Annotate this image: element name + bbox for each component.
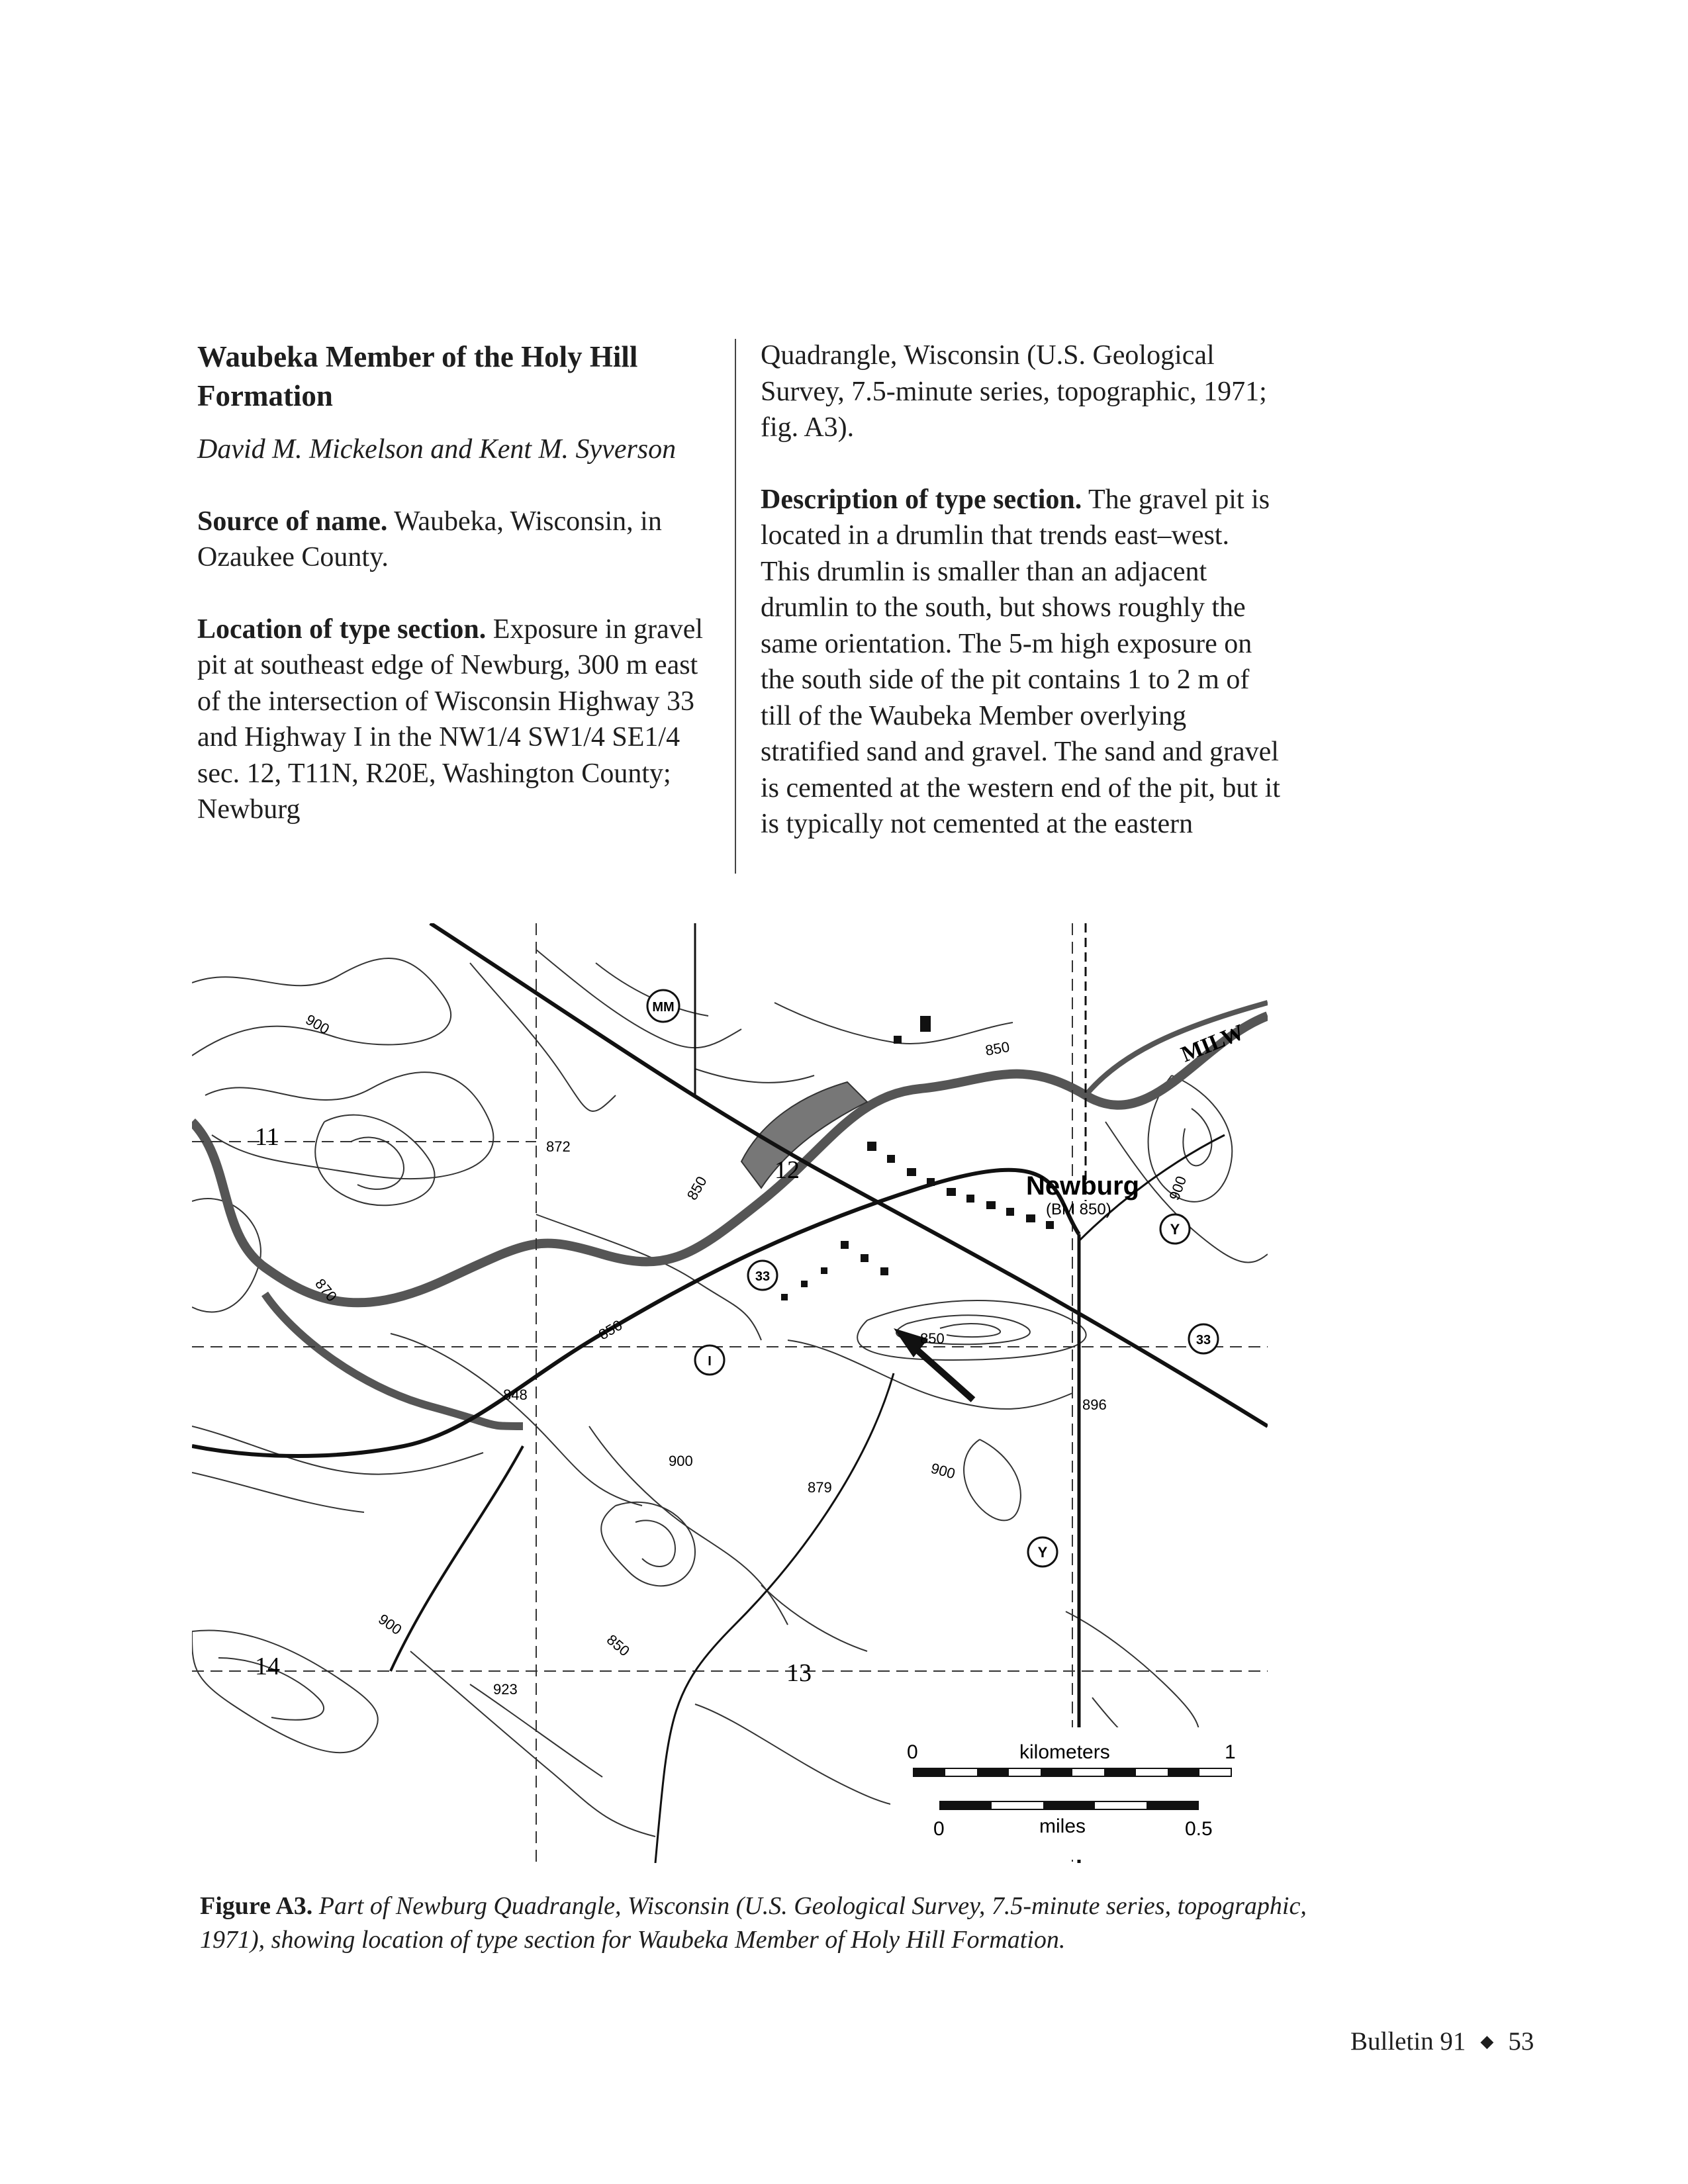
article-title: Waubeka Member of the Holy Hill Formation	[197, 340, 638, 412]
scale-km-start: 0	[907, 1741, 918, 1763]
contour-label: 900	[669, 1453, 693, 1469]
page-number: 53	[1508, 2027, 1534, 2056]
benchmark-label: (BM 850)	[1046, 1201, 1111, 1218]
column-divider	[735, 339, 736, 874]
route-label: MM	[652, 1000, 675, 1015]
river-label: MILW	[1178, 1020, 1248, 1068]
source-text: Waubeka, Wisconsin, in Ozaukee County.	[197, 506, 662, 572]
contour-label: 900	[375, 1610, 405, 1639]
contour-label: 850	[920, 1330, 945, 1347]
bulletin-label: Bulletin 91	[1350, 2027, 1466, 2056]
contour-label: 900	[1166, 1173, 1190, 1203]
scale-km-label: kilometers	[1019, 1741, 1110, 1763]
description-paragraph	[761, 482, 1284, 842]
contour-label: 850	[984, 1038, 1011, 1059]
scale-mi-label: miles	[1039, 1815, 1086, 1837]
section-13-label: 13	[786, 1659, 812, 1687]
diamond-icon: ◆	[1480, 2032, 1494, 2051]
location-heading: Location of type section.	[197, 614, 487, 645]
location-paragraph	[197, 612, 720, 828]
section-14-label: 14	[255, 1653, 280, 1680]
source-of-name-paragraph	[197, 504, 720, 576]
article-authors: David M. Mickelson and Kent M. Syverson	[197, 434, 677, 465]
map-drawing	[192, 923, 1268, 1863]
contour-label: 900	[929, 1459, 957, 1482]
route-label: Y	[1037, 1544, 1048, 1561]
contour-label: 872	[546, 1138, 571, 1155]
figure-label: Figure A3.	[200, 1892, 313, 1920]
contour-label: 923	[493, 1681, 518, 1698]
route-label: 33	[755, 1269, 771, 1284]
contour-label: 850	[683, 1173, 710, 1203]
section-12-label: 12	[774, 1156, 800, 1184]
left-column	[197, 338, 720, 828]
location-text: Exposure in gravel pit at southeast edge of Newburg, 300 m east of the intersection of Wisconsin Highway 33 and Highway I in the NW1/4 SW1/4 SE1/4 sec. 12, T11N, R20E, Washington County; Newburg	[197, 614, 704, 825]
scale-km-end: 1	[1225, 1741, 1236, 1763]
route-label: I	[708, 1354, 712, 1369]
contour-label: 850	[603, 1631, 633, 1660]
contour-lines	[192, 950, 1268, 1837]
route-shields	[647, 990, 1218, 1567]
figure-caption	[200, 1889, 1325, 1957]
right-column	[761, 338, 1284, 842]
figure-caption-text: Part of Newburg Quadrangle, Wisconsin (U.S. Geological Survey, 7.5-minute series, topographic, 1971), showing location of type section for Waubeka Member of Holy Hill Formation.	[200, 1892, 1307, 1954]
description-text: The gravel pit is located in a drumlin that trends east–west. This drumlin is smaller than an adjacent drumlin to the south, but shows roughly the same orientation. The 5-m high exposure on the south side of the pit contains 1 to 2 m of till of the Waubeka Member overlying stratified sand and gravel. The sand and gravel is cemented at the western end of the pit, but it is typically not cemented at the eastern	[761, 484, 1280, 839]
route-label: 33	[1196, 1333, 1211, 1347]
source-heading: Source of name.	[197, 506, 388, 537]
section-11-label: 11	[255, 1123, 279, 1151]
contour-label: 870	[312, 1275, 340, 1305]
contour-label: 879	[808, 1479, 832, 1496]
contour-label: 850	[596, 1316, 626, 1343]
contour-label: 900	[303, 1011, 332, 1038]
location-continuation: Quadrangle, Wisconsin (U.S. Geological Survey, 7.5-minute series, topographic, 1971; fig. A3).	[761, 340, 1267, 443]
roads	[192, 923, 1268, 1863]
section-lines	[192, 923, 1268, 1863]
description-heading: Description of type section.	[761, 484, 1082, 515]
contour-label: 848	[503, 1387, 528, 1403]
topographic-map	[192, 923, 1268, 1863]
town-label: Newburg	[1026, 1171, 1140, 1201]
scale-mi-start: 0	[933, 1818, 945, 1840]
contour-label: 896	[1082, 1396, 1107, 1413]
page-footer	[1350, 2026, 1534, 2056]
route-label: Y	[1170, 1221, 1180, 1238]
scale-mi-end: 0.5	[1185, 1818, 1213, 1840]
building-blocks	[781, 1016, 1054, 1300]
